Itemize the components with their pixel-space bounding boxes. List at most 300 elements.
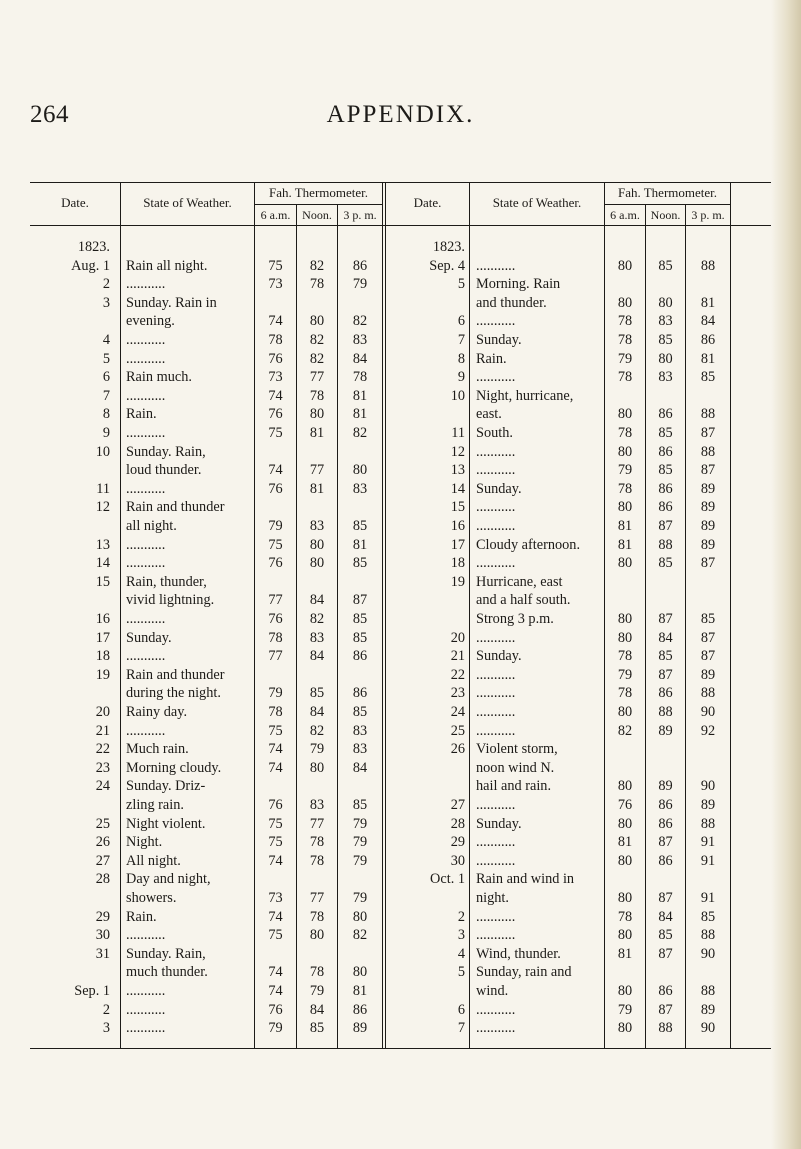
cell-temp-am: 73 xyxy=(268,890,283,906)
cell-temp-noon: 85 xyxy=(658,648,673,665)
cell-temp-pm: 80 xyxy=(352,908,368,925)
cell-temp-am: 74 xyxy=(268,964,283,981)
cell-temp-noon: 86 xyxy=(658,815,673,832)
header-date: Date. xyxy=(413,195,442,210)
cell-weather: Wind, thunder. xyxy=(476,945,561,962)
cell-temp-am: 80 xyxy=(617,704,633,720)
cell-date: 4 xyxy=(102,332,110,348)
cell-temp-pm: 91 xyxy=(700,890,716,906)
cell-temp-noon: 80 xyxy=(309,536,325,553)
cell-temp-am: 79 xyxy=(617,666,633,683)
cell-temp-noon: 77 xyxy=(309,815,325,832)
cell-weather: South. xyxy=(476,425,513,441)
cell-date: 16 xyxy=(95,611,110,627)
cell-weather: ........... xyxy=(126,555,166,572)
cell-weather: Sunday. xyxy=(126,629,172,646)
cell-weather: evening. xyxy=(126,313,175,330)
cell-temp-noon: 80 xyxy=(309,927,325,944)
cell-weather: loud thunder. xyxy=(126,462,202,479)
cell-temp-am: 76 xyxy=(268,406,283,423)
cell-temp-noon: 82 xyxy=(309,332,325,348)
cell-temp-pm: 81 xyxy=(352,406,368,423)
cell-temp-am: 81 xyxy=(617,518,633,534)
table-header-rule xyxy=(30,225,771,226)
table-row xyxy=(30,555,771,571)
cell-temp-pm: 85 xyxy=(352,629,368,646)
cell-temp-am: 80 xyxy=(617,629,633,646)
cell-date: 9 xyxy=(457,369,465,386)
cell-temp-pm: 86 xyxy=(352,648,368,665)
cell-temp-pm: 87 xyxy=(700,555,716,572)
cell-weather: All night. xyxy=(126,852,181,869)
cell-temp-noon: 85 xyxy=(658,462,673,479)
table-row xyxy=(30,406,771,422)
cell-date: 3 xyxy=(102,1020,110,1037)
cell-weather: Sunday. xyxy=(476,332,522,348)
table-row xyxy=(30,537,771,553)
cell-temp-pm: 79 xyxy=(352,815,368,832)
cell-temp-noon: 83 xyxy=(309,797,325,813)
cell-temp-pm: 91 xyxy=(700,834,716,851)
cell-weather: ........... xyxy=(126,983,166,999)
cell-temp-noon: 83 xyxy=(658,369,673,386)
cell-weather: ........... xyxy=(476,1020,516,1037)
table-top-rule xyxy=(30,182,771,183)
cell-temp-noon: 80 xyxy=(309,406,325,423)
cell-temp-noon: 78 xyxy=(309,387,325,404)
cell-temp-pm: 87 xyxy=(700,462,716,479)
table-row xyxy=(30,332,771,348)
cell-weather: wind. xyxy=(476,983,509,999)
cell-temp-noon: 78 xyxy=(309,834,325,851)
cell-date: 22 xyxy=(450,666,465,683)
cell-temp-am: 76 xyxy=(617,797,633,813)
cell-date: 1823. xyxy=(432,239,465,255)
cell-weather: ........... xyxy=(476,443,516,460)
cell-temp-pm: 86 xyxy=(700,332,716,348)
cell-temp-pm: 88 xyxy=(700,443,716,460)
header-thermometer: Fah. Thermometer. xyxy=(617,185,718,200)
cell-temp-am: 80 xyxy=(617,611,633,627)
cell-temp-pm: 88 xyxy=(700,927,716,944)
table-row xyxy=(30,1002,771,1018)
table-row xyxy=(30,685,771,701)
cell-temp-pm: 81 xyxy=(352,387,368,404)
cell-temp-am: 78 xyxy=(617,425,633,441)
cell-temp-noon: 85 xyxy=(658,555,673,572)
cell-temp-am: 78 xyxy=(617,332,633,348)
cell-weather: Rainy day. xyxy=(126,704,188,720)
cell-temp-noon: 80 xyxy=(309,759,325,776)
cell-temp-noon: 80 xyxy=(658,350,673,367)
cell-weather: ........... xyxy=(476,704,516,720)
cell-weather: ........... xyxy=(476,685,516,702)
cell-temp-noon: 78 xyxy=(309,908,325,925)
cell-date: 26 xyxy=(95,834,110,851)
cell-temp-am: 76 xyxy=(268,350,283,367)
cell-temp-am: 75 xyxy=(268,425,283,441)
cell-weather: Rain much. xyxy=(126,369,192,386)
cell-temp-noon: 87 xyxy=(658,890,673,906)
cell-weather: Sunday. Driz- xyxy=(126,778,206,795)
thermo-underline-left xyxy=(254,204,382,205)
cell-temp-noon: 79 xyxy=(309,983,325,999)
cell-weather: Rain, thunder, xyxy=(126,573,207,590)
table-row xyxy=(30,927,771,943)
cell-temp-noon: 85 xyxy=(658,332,673,348)
cell-temp-am: 74 xyxy=(268,852,283,869)
cell-weather: ........... xyxy=(126,480,166,497)
cell-temp-pm: 81 xyxy=(352,983,368,999)
cell-temp-noon: 82 xyxy=(309,350,325,367)
cell-weather: showers. xyxy=(126,890,177,906)
cell-temp-am: 74 xyxy=(268,908,283,925)
cell-temp-noon: 85 xyxy=(658,927,673,944)
cell-date: Sep. 1 xyxy=(74,983,110,999)
cell-weather: Sunday. Rain in xyxy=(126,294,217,311)
cell-temp-pm: 85 xyxy=(352,555,368,572)
cell-temp-am: 79 xyxy=(617,462,633,479)
cell-temp-am: 78 xyxy=(617,685,633,702)
cell-temp-pm: 85 xyxy=(352,518,368,534)
cell-temp-am: 81 xyxy=(617,945,633,962)
cell-weather: Violent storm, xyxy=(476,741,558,758)
table-row xyxy=(30,295,771,311)
cell-weather: ........... xyxy=(476,1001,516,1018)
table-row xyxy=(30,313,771,329)
table-row xyxy=(30,667,771,683)
cell-temp-pm: 86 xyxy=(352,257,368,274)
cell-temp-am: 75 xyxy=(268,722,283,739)
cell-date: 17 xyxy=(95,629,110,646)
running-head: APPENDIX. xyxy=(326,101,475,128)
cell-date: 13 xyxy=(450,462,465,479)
table-row xyxy=(30,425,771,441)
cell-temp-am: 79 xyxy=(268,1020,283,1037)
cell-temp-am: 76 xyxy=(268,611,283,627)
cell-date: 29 xyxy=(450,834,465,851)
cell-date: 2 xyxy=(102,276,110,293)
cell-date: 19 xyxy=(450,573,465,590)
cell-temp-noon: 80 xyxy=(309,555,325,572)
cell-weather: Rain and thunder xyxy=(126,666,225,683)
cell-temp-pm: 87 xyxy=(700,629,716,646)
cell-date: Aug. 1 xyxy=(71,257,110,274)
cell-temp-am: 78 xyxy=(268,704,283,720)
page-number: 264 xyxy=(30,101,69,128)
cell-temp-am: 78 xyxy=(617,313,633,330)
cell-temp-noon: 86 xyxy=(658,480,673,497)
cell-date: 7 xyxy=(457,332,465,348)
cell-weather: Sunday. Rain, xyxy=(126,945,206,962)
cell-temp-pm: 81 xyxy=(700,294,716,311)
cell-date: 28 xyxy=(95,871,110,888)
cell-date: 24 xyxy=(450,704,465,720)
cell-temp-am: 75 xyxy=(268,815,283,832)
cell-date: 6 xyxy=(457,1001,465,1018)
cell-date: 19 xyxy=(95,666,110,683)
cell-date: 13 xyxy=(95,536,110,553)
cell-temp-am: 80 xyxy=(617,555,633,572)
cell-temp-pm: 90 xyxy=(700,778,716,795)
thermo-underline-right xyxy=(604,204,730,205)
cell-weather: ........... xyxy=(476,834,516,851)
cell-date: 22 xyxy=(95,741,110,758)
table-row xyxy=(30,983,771,999)
cell-temp-pm: 92 xyxy=(700,722,716,739)
cell-temp-am: 77 xyxy=(268,592,283,609)
cell-date: 2 xyxy=(102,1001,110,1018)
cell-date: 20 xyxy=(450,629,465,646)
table-row xyxy=(30,499,771,515)
cell-weather: ........... xyxy=(476,797,516,813)
table-bottom-rule xyxy=(30,1048,771,1049)
table-row xyxy=(30,518,771,534)
cell-temp-am: 80 xyxy=(617,499,633,516)
cell-temp-pm: 79 xyxy=(352,834,368,851)
cell-temp-noon: 81 xyxy=(309,480,325,497)
cell-date: 6 xyxy=(102,369,110,386)
cell-temp-am: 78 xyxy=(617,648,633,665)
table-row xyxy=(30,946,771,962)
cell-weather: east. xyxy=(476,406,502,423)
cell-temp-am: 81 xyxy=(617,834,633,851)
cell-date: 3 xyxy=(102,294,110,311)
cell-date: 18 xyxy=(450,555,465,572)
cell-temp-noon: 82 xyxy=(309,257,325,274)
cell-temp-pm: 82 xyxy=(352,927,368,944)
header-6am: 6 a.m. xyxy=(610,208,640,222)
cell-weather: hail and rain. xyxy=(476,778,552,795)
cell-weather: Rain. xyxy=(126,908,157,925)
cell-temp-am: 74 xyxy=(268,462,283,479)
cell-temp-am: 82 xyxy=(617,722,633,739)
cell-date: 30 xyxy=(450,852,465,869)
header-date: Date. xyxy=(61,195,89,210)
table-row xyxy=(30,351,771,367)
cell-temp-noon: 86 xyxy=(658,685,673,702)
cell-temp-noon: 85 xyxy=(309,685,325,702)
cell-temp-pm: 81 xyxy=(352,536,368,553)
cell-date: 16 xyxy=(450,518,465,534)
cell-temp-noon: 80 xyxy=(309,313,325,330)
cell-temp-pm: 81 xyxy=(700,350,716,367)
cell-date: 1823. xyxy=(77,239,110,255)
cell-date: 8 xyxy=(102,406,110,423)
cell-date: 9 xyxy=(102,425,110,441)
cell-weather: Hurricane, east xyxy=(476,573,563,590)
cell-date: 10 xyxy=(450,387,465,404)
cell-date: 8 xyxy=(457,350,465,367)
cell-temp-noon: 79 xyxy=(309,741,325,758)
weather-table xyxy=(30,182,771,1049)
cell-weather: Much rain. xyxy=(126,741,189,758)
cell-temp-pm: 89 xyxy=(700,518,716,534)
cell-temp-noon: 81 xyxy=(309,425,325,441)
cell-temp-am: 80 xyxy=(617,890,633,906)
cell-date: 15 xyxy=(450,499,465,516)
cell-temp-pm: 88 xyxy=(700,685,716,702)
table-row xyxy=(30,741,771,757)
cell-temp-pm: 89 xyxy=(700,536,716,553)
page-edge-shadow xyxy=(771,0,801,1149)
cell-temp-noon: 77 xyxy=(309,369,325,386)
table-row xyxy=(30,834,771,850)
cell-weather: Sunday. xyxy=(476,648,522,665)
cell-temp-am: 79 xyxy=(617,1001,633,1018)
cell-temp-pm: 89 xyxy=(352,1020,368,1037)
cell-date: 21 xyxy=(450,648,465,665)
cell-temp-am: 75 xyxy=(268,834,283,851)
cell-temp-noon: 85 xyxy=(658,425,673,441)
cell-weather: Sunday. Rain, xyxy=(126,443,206,460)
cell-temp-pm: 84 xyxy=(700,313,716,330)
cell-temp-pm: 85 xyxy=(352,611,368,627)
table-row xyxy=(30,760,771,776)
cell-temp-am: 80 xyxy=(617,815,633,832)
cell-weather: Night violent. xyxy=(126,815,206,832)
cell-date: 23 xyxy=(95,759,110,776)
cell-date: 7 xyxy=(102,387,110,404)
cell-date: 6 xyxy=(457,313,465,330)
cell-temp-am: 79 xyxy=(617,350,633,367)
cell-temp-am: 78 xyxy=(617,369,633,386)
cell-temp-pm: 80 xyxy=(352,964,368,981)
cell-date: 11 xyxy=(451,425,465,441)
cell-temp-pm: 84 xyxy=(352,759,368,776)
table-row xyxy=(30,388,771,404)
cell-temp-noon: 83 xyxy=(309,629,325,646)
cell-weather: Sunday. xyxy=(476,480,522,497)
cell-temp-pm: 91 xyxy=(700,852,716,869)
table-row xyxy=(30,890,771,906)
cell-weather: zling rain. xyxy=(126,797,184,813)
cell-temp-pm: 88 xyxy=(700,257,716,274)
cell-temp-noon: 84 xyxy=(658,629,673,646)
cell-temp-noon: 83 xyxy=(309,518,325,534)
cell-temp-am: 80 xyxy=(617,406,633,423)
cell-temp-pm: 82 xyxy=(352,425,368,441)
table-row xyxy=(30,592,771,608)
cell-date: 12 xyxy=(450,443,465,460)
cell-temp-pm: 87 xyxy=(352,592,368,609)
cell-temp-am: 78 xyxy=(268,332,283,348)
cell-date: 15 xyxy=(95,573,110,590)
cell-temp-pm: 80 xyxy=(352,462,368,479)
cell-weather: ........... xyxy=(126,722,166,739)
cell-temp-am: 80 xyxy=(617,294,633,311)
cell-date: 28 xyxy=(450,815,465,832)
cell-weather: ........... xyxy=(476,462,516,479)
cell-temp-am: 80 xyxy=(617,927,633,944)
table-row xyxy=(30,276,771,292)
cell-weather: Morning cloudy. xyxy=(126,759,222,776)
cell-temp-pm: 90 xyxy=(700,945,716,962)
cell-weather: Rain all night. xyxy=(126,257,208,274)
cell-date: 14 xyxy=(450,480,465,497)
cell-temp-noon: 85 xyxy=(658,257,673,274)
cell-date: 29 xyxy=(95,908,110,925)
cell-date: 4 xyxy=(457,945,465,962)
cell-temp-noon: 77 xyxy=(309,462,325,479)
cell-temp-pm: 89 xyxy=(700,1001,716,1018)
cell-weather: ........... xyxy=(126,1020,166,1037)
cell-weather: ........... xyxy=(126,536,166,553)
table-row xyxy=(30,369,771,385)
cell-temp-noon: 87 xyxy=(658,834,673,851)
cell-weather: Rain and wind in xyxy=(476,871,575,888)
cell-weather: ........... xyxy=(126,611,166,627)
cell-weather: ........... xyxy=(476,852,516,869)
cell-weather: much thunder. xyxy=(126,964,208,981)
cell-date: 3 xyxy=(457,927,465,944)
cell-temp-am: 75 xyxy=(268,927,283,944)
cell-date: 5 xyxy=(457,964,465,981)
cell-temp-pm: 85 xyxy=(700,908,716,925)
cell-weather: Rain and thunder xyxy=(126,499,225,516)
cell-temp-am: 73 xyxy=(268,276,283,293)
cell-temp-noon: 89 xyxy=(658,778,673,795)
cell-temp-pm: 82 xyxy=(352,313,368,330)
cell-temp-noon: 80 xyxy=(658,294,673,311)
cell-temp-pm: 86 xyxy=(352,685,368,702)
cell-date: 2 xyxy=(457,908,465,925)
cell-date: 12 xyxy=(95,499,110,516)
cell-temp-am: 79 xyxy=(268,685,283,702)
table-row xyxy=(30,797,771,813)
header-weather: State of Weather. xyxy=(492,195,582,210)
table-row xyxy=(30,648,771,664)
cell-temp-noon: 87 xyxy=(658,518,673,534)
cell-temp-pm: 84 xyxy=(352,350,368,367)
cell-temp-pm: 79 xyxy=(352,852,368,869)
cell-weather: Sunday, rain and xyxy=(476,964,572,981)
cell-temp-am: 74 xyxy=(268,387,283,404)
table-row xyxy=(30,239,771,255)
cell-temp-noon: 86 xyxy=(658,797,673,813)
cell-temp-pm: 83 xyxy=(352,332,368,348)
cell-weather: Night, hurricane, xyxy=(476,387,574,404)
cell-temp-pm: 87 xyxy=(700,648,716,665)
cell-temp-am: 73 xyxy=(268,369,283,386)
cell-date: 27 xyxy=(95,852,110,869)
cell-temp-noon: 84 xyxy=(309,1001,325,1018)
cell-temp-am: 80 xyxy=(617,983,633,999)
cell-temp-noon: 84 xyxy=(309,592,325,609)
header-weather: State of Weather. xyxy=(143,195,232,210)
cell-weather: ........... xyxy=(126,927,166,944)
table-row xyxy=(30,481,771,497)
cell-temp-am: 80 xyxy=(617,778,633,795)
cell-date: Oct. 1 xyxy=(430,871,465,888)
cell-weather: during the night. xyxy=(126,685,221,702)
header-thermometer: Fah. Thermometer. xyxy=(268,185,369,200)
page-header xyxy=(0,101,801,133)
header-3pm: 3 p. m. xyxy=(691,208,725,222)
cell-temp-pm: 88 xyxy=(700,815,716,832)
cell-weather: ........... xyxy=(476,369,516,386)
cell-temp-noon: 85 xyxy=(309,1020,325,1037)
cell-temp-pm: 90 xyxy=(700,704,716,720)
cell-weather: ........... xyxy=(126,1001,166,1018)
cell-weather: ........... xyxy=(126,425,166,441)
cell-weather: Cloudy afternoon. xyxy=(476,536,581,553)
cell-temp-noon: 82 xyxy=(309,611,325,627)
cell-weather: ........... xyxy=(476,555,516,572)
cell-temp-noon: 86 xyxy=(658,983,673,999)
cell-temp-am: 79 xyxy=(268,518,283,534)
cell-date: 27 xyxy=(450,797,465,813)
